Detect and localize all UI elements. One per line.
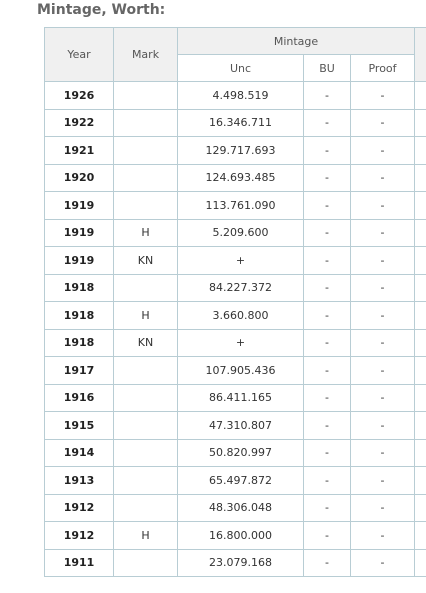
unc-cell: + xyxy=(178,247,304,275)
mark-cell xyxy=(114,164,178,192)
bu-cell: - xyxy=(304,82,351,110)
proof-cell: - xyxy=(351,192,415,220)
year-cell: 1911 xyxy=(45,549,114,577)
proof-cell: - xyxy=(351,494,415,522)
bu-cell: - xyxy=(304,109,351,137)
year-cell: 1919 xyxy=(45,219,114,247)
proof-cell: - xyxy=(351,137,415,165)
extra-cell xyxy=(415,109,426,137)
unc-cell: 23.079.168 xyxy=(178,549,304,577)
unc-cell: 3.660.800 xyxy=(178,302,304,330)
unc-cell: 50.820.997 xyxy=(178,439,304,467)
bu-cell: - xyxy=(304,412,351,440)
unc-cell: 124.693.485 xyxy=(178,164,304,192)
extra-cell xyxy=(415,549,426,577)
extra-cell xyxy=(415,219,426,247)
unc-cell: + xyxy=(178,329,304,357)
year-cell: 1912 xyxy=(45,494,114,522)
table-row xyxy=(45,137,426,165)
proof-cell: - xyxy=(351,82,415,110)
bu-cell: - xyxy=(304,439,351,467)
header-extra-column xyxy=(415,28,426,82)
unc-cell: 4.498.519 xyxy=(178,82,304,110)
table-row xyxy=(45,549,426,577)
mark-cell xyxy=(114,439,178,467)
bu-cell: - xyxy=(304,467,351,495)
header-year: Year xyxy=(45,28,114,82)
extra-cell xyxy=(415,82,426,110)
table-row xyxy=(45,219,426,247)
year-cell: 1916 xyxy=(45,384,114,412)
mark-cell: KN xyxy=(114,329,178,357)
unc-cell: 65.497.872 xyxy=(178,467,304,495)
year-cell: 1913 xyxy=(45,467,114,495)
table-row xyxy=(45,522,426,550)
extra-cell xyxy=(415,164,426,192)
table-row xyxy=(45,467,426,495)
table-row xyxy=(45,274,426,302)
extra-cell xyxy=(415,357,426,385)
unc-cell: 107.905.436 xyxy=(178,357,304,385)
mark-cell: KN xyxy=(114,247,178,275)
mintage-table-container xyxy=(44,27,426,578)
proof-cell: - xyxy=(351,109,415,137)
proof-cell: - xyxy=(351,467,415,495)
bu-cell: - xyxy=(304,302,351,330)
table-row xyxy=(45,494,426,522)
extra-cell xyxy=(415,412,426,440)
table-row xyxy=(45,439,426,467)
proof-cell: - xyxy=(351,522,415,550)
year-cell: 1926 xyxy=(45,82,114,110)
mark-cell xyxy=(114,109,178,137)
header-row-top xyxy=(45,28,426,55)
mark-cell xyxy=(114,137,178,165)
table-row xyxy=(45,329,426,357)
mintage-table xyxy=(44,27,426,577)
proof-cell: - xyxy=(351,384,415,412)
year-cell: 1919 xyxy=(45,247,114,275)
year-cell: 1921 xyxy=(45,137,114,165)
year-cell: 1918 xyxy=(45,302,114,330)
bu-cell: - xyxy=(304,549,351,577)
unc-cell: 5.209.600 xyxy=(178,219,304,247)
header-proof: Proof xyxy=(351,55,415,82)
bu-cell: - xyxy=(304,274,351,302)
year-cell: 1918 xyxy=(45,274,114,302)
table-row xyxy=(45,109,426,137)
extra-cell xyxy=(415,439,426,467)
year-cell: 1918 xyxy=(45,329,114,357)
bu-cell: - xyxy=(304,192,351,220)
extra-cell xyxy=(415,522,426,550)
bu-cell: - xyxy=(304,219,351,247)
proof-cell: - xyxy=(351,549,415,577)
year-cell: 1915 xyxy=(45,412,114,440)
unc-cell: 16.346.711 xyxy=(178,109,304,137)
extra-cell xyxy=(415,302,426,330)
extra-cell xyxy=(415,384,426,412)
extra-cell xyxy=(415,137,426,165)
extra-cell xyxy=(415,247,426,275)
table-row xyxy=(45,164,426,192)
table-row xyxy=(45,384,426,412)
bu-cell: - xyxy=(304,357,351,385)
header-bu: BU xyxy=(304,55,351,82)
bu-cell: - xyxy=(304,137,351,165)
mark-cell xyxy=(114,192,178,220)
year-cell: 1912 xyxy=(45,522,114,550)
bu-cell: - xyxy=(304,384,351,412)
unc-cell: 86.411.165 xyxy=(178,384,304,412)
mark-cell xyxy=(114,357,178,385)
unc-cell: 129.717.693 xyxy=(178,137,304,165)
mark-cell: H xyxy=(114,219,178,247)
mark-cell xyxy=(114,467,178,495)
year-cell: 1922 xyxy=(45,109,114,137)
bu-cell: - xyxy=(304,329,351,357)
proof-cell: - xyxy=(351,412,415,440)
mark-cell xyxy=(114,549,178,577)
mark-cell xyxy=(114,412,178,440)
mark-cell xyxy=(114,384,178,412)
extra-cell xyxy=(415,467,426,495)
proof-cell: - xyxy=(351,357,415,385)
table-body xyxy=(45,82,426,577)
proof-cell: - xyxy=(351,219,415,247)
bu-cell: - xyxy=(304,494,351,522)
table-row xyxy=(45,302,426,330)
bu-cell: - xyxy=(304,164,351,192)
header-mintage: Mintage xyxy=(178,28,415,55)
mark-cell: H xyxy=(114,522,178,550)
table-row xyxy=(45,357,426,385)
proof-cell: - xyxy=(351,302,415,330)
extra-cell xyxy=(415,494,426,522)
extra-cell xyxy=(415,274,426,302)
year-cell: 1919 xyxy=(45,192,114,220)
table-row xyxy=(45,412,426,440)
bu-cell: - xyxy=(304,247,351,275)
proof-cell: - xyxy=(351,439,415,467)
extra-cell xyxy=(415,329,426,357)
year-cell: 1914 xyxy=(45,439,114,467)
proof-cell: - xyxy=(351,247,415,275)
header-unc: Unc xyxy=(178,55,304,82)
table-row xyxy=(45,192,426,220)
table-row xyxy=(45,82,426,110)
year-cell: 1920 xyxy=(45,164,114,192)
header-mark: Mark xyxy=(114,28,178,82)
section-heading: Mintage, Worth: xyxy=(37,2,166,18)
proof-cell: - xyxy=(351,164,415,192)
extra-cell xyxy=(415,192,426,220)
unc-cell: 113.761.090 xyxy=(178,192,304,220)
mark-cell: H xyxy=(114,302,178,330)
table-row xyxy=(45,247,426,275)
unc-cell: 16.800.000 xyxy=(178,522,304,550)
proof-cell: - xyxy=(351,274,415,302)
proof-cell: - xyxy=(351,329,415,357)
mark-cell xyxy=(114,82,178,110)
unc-cell: 84.227.372 xyxy=(178,274,304,302)
bu-cell: - xyxy=(304,522,351,550)
mark-cell xyxy=(114,274,178,302)
unc-cell: 47.310.807 xyxy=(178,412,304,440)
year-cell: 1917 xyxy=(45,357,114,385)
unc-cell: 48.306.048 xyxy=(178,494,304,522)
mark-cell xyxy=(114,494,178,522)
